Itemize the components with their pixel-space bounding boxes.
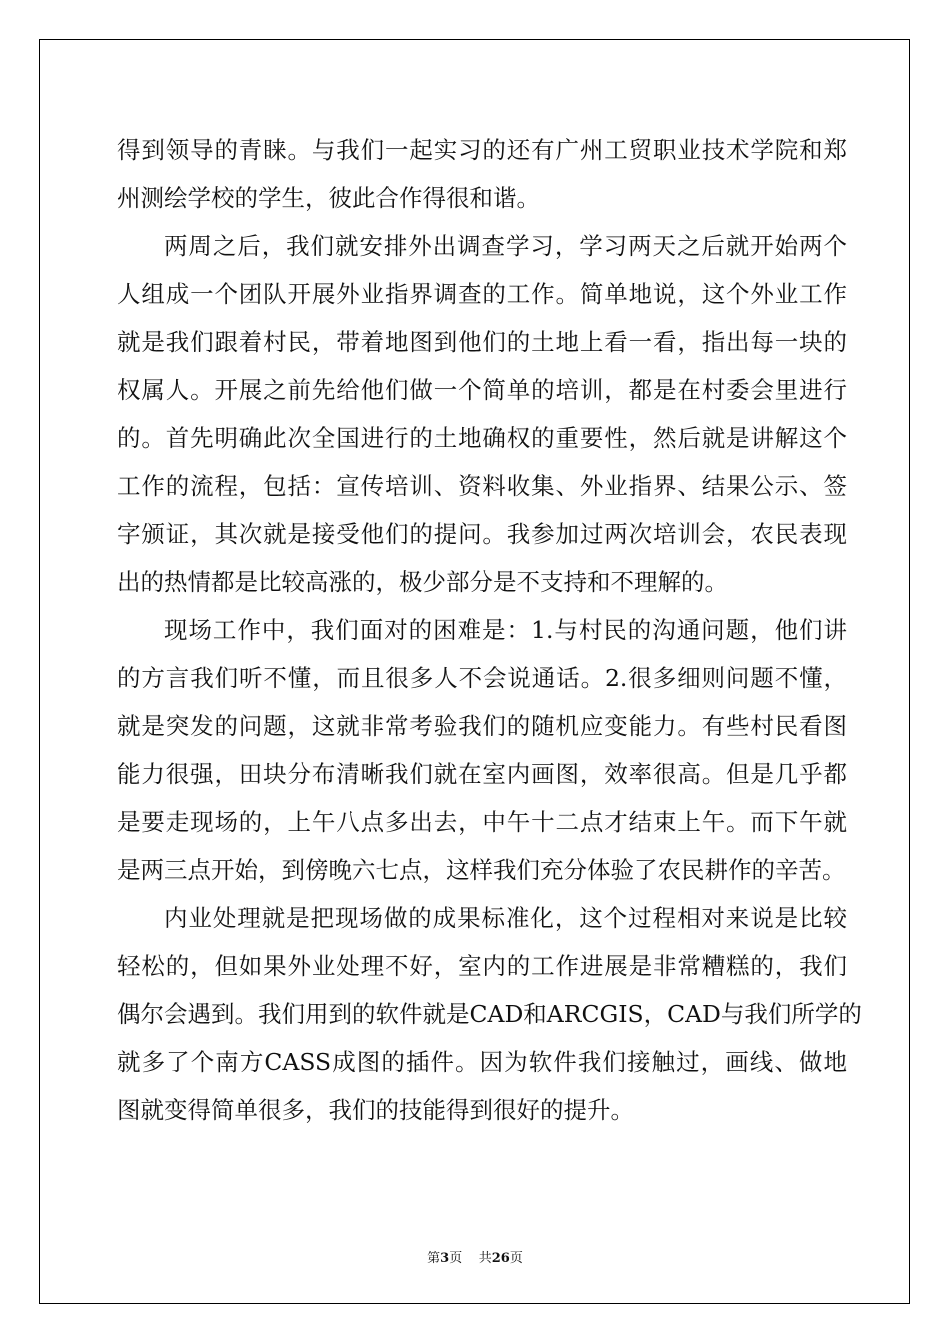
- text-line: 是两三点开始，到傍晚六七点，这样我们充分体验了农民耕作的辛苦。: [117, 856, 846, 884]
- text-line: 就多了个南方CASS成图的插件。因为软件我们接触过，画线、做地: [117, 1048, 847, 1076]
- text-line: 偶尔会遇到。我们用到的软件就是CAD和ARCGIS，CAD与我们所学的: [117, 1000, 862, 1028]
- text-line: 就是突发的问题，这就非常考验我们的随机应变能力。有些村民看图: [117, 712, 847, 740]
- text-line: 出的热情都是比较高涨的，极少部分是不支持和不理解的。: [117, 568, 728, 596]
- text-line: 轻松的，但如果外业处理不好，室内的工作进展是非常糟糕的，我们: [117, 952, 847, 980]
- text-line: 就是我们跟着村民，带着地图到他们的土地上看一看，指出每一块的: [117, 328, 847, 356]
- text-line: 州测绘学校的学生，彼此合作得很和谐。: [117, 184, 540, 212]
- text-line: 现场工作中，我们面对的困难是：1.与村民的沟通问题，他们讲: [164, 616, 847, 644]
- total-suffix: 页: [509, 1251, 523, 1266]
- text-line: 两周之后，我们就安排外出调查学习，学习两天之后就开始两个: [164, 232, 847, 260]
- text-line: 人组成一个团队开展外业指界调查的工作。简单地说，这个外业工作: [117, 280, 847, 308]
- text-line: 工作的流程，包括：宣传培训、资料收集、外业指界、结果公示、签: [117, 472, 847, 500]
- text-line: 的。首先明确此次全国进行的土地确权的重要性，然后就是讲解这个: [117, 424, 847, 452]
- document-body: [117, 126, 862, 1134]
- text-line: 内业处理就是把现场做的成果标准化，这个过程相对来说是比较: [164, 904, 847, 932]
- text-line: 字颁证，其次就是接受他们的提问。我参加过两次培训会，农民表现: [117, 520, 847, 548]
- text-line: 图就变得简单很多，我们的技能得到很好的提升。: [117, 1096, 634, 1124]
- current-page-number: 3: [440, 1251, 450, 1266]
- total-prefix: 共: [478, 1251, 492, 1266]
- text-line: 是要走现场的，上午八点多出去，中午十二点才结束上午。而下午就: [117, 808, 847, 836]
- text-line: 能力很强，田块分布清晰我们就在室内画图，效率很高。但是几乎都: [117, 760, 847, 788]
- total-pages-number: 26: [491, 1251, 510, 1266]
- text-line: 得到领导的青睐。与我们一起实习的还有广州工贸职业技术学院和郑: [117, 136, 847, 164]
- page-prefix: 第: [427, 1251, 441, 1266]
- page-footer: [0, 1247, 950, 1266]
- text-line: 权属人。开展之前先给他们做一个简单的培训，都是在村委会里进行: [117, 376, 847, 404]
- text-line: 的方言我们听不懂，而且很多人不会说通话。2.很多细则问题不懂，: [117, 664, 847, 692]
- page-suffix: 页: [449, 1251, 463, 1266]
